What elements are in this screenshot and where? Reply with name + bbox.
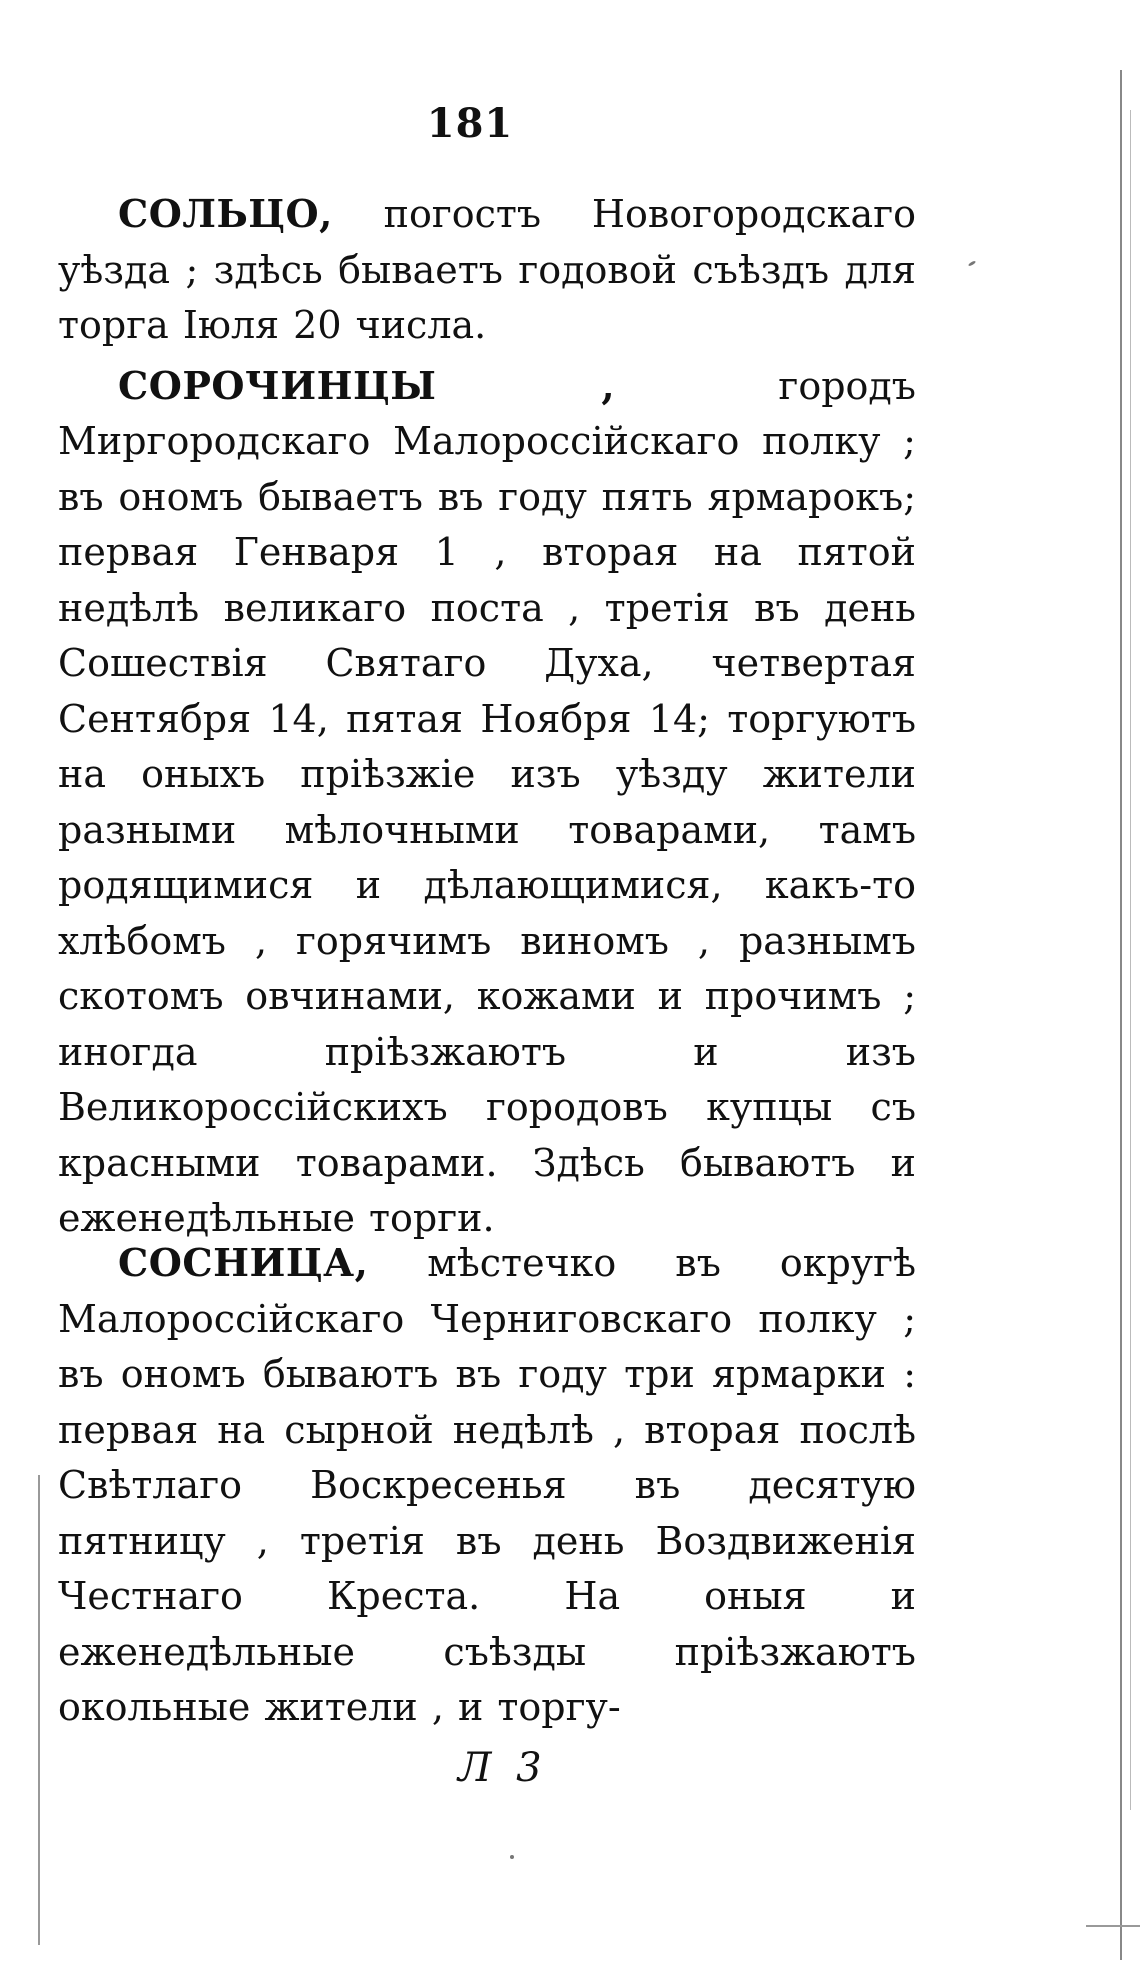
scan-speck [510,1855,514,1859]
entry-heading: СОЛЬЦО, [118,191,333,236]
entry-body: городъ Миргородскаго Малороссійскаго полку ; въ ономъ бываетъ въ году пять ярмарокъ; первая Генваря 1 , вторая на пятой недѣлѣ великаго поста , третія въ день Сошествія Святаго Духа, четвертая Сентября 14, пятая Ноября 14; торгуютъ на оныхъ пріѣзжіе изъ уѣзду жители разными мѣлочными товарами, тамъ родящимися и дѣлающимися, какъ-то хлѣбомъ , горячимъ виномъ , разнымъ скотомъ овчинами, кожами и прочимъ ; иногда пріѣзжаютъ и изъ Великороссійскихъ городовъ купцы съ красными товарами. Здѣсь бываютъ и еженедѣльные торги. [58,363,916,1240]
entry-body: погостъ Новогородскаго уѣзда ; здѣсь бываетъ годовой съѣздъ для торга Іюля 20 числа. [58,192,916,347]
page-number: 181 [426,100,514,147]
scan-speck [968,260,976,267]
text-block-upper [58,186,916,1247]
scan-edge-line [1086,1925,1140,1927]
entry-solttso [58,186,916,354]
scan-edge-line [1120,70,1122,1960]
scan-edge-line [1130,110,1131,1810]
entry-heading: СОРОЧИНЦЫ , [118,362,616,408]
text-block-lower [58,1235,916,1736]
entry-sosnitsa [58,1235,916,1736]
scan-edge-line [38,1475,40,1945]
entry-heading: СОСНИЦА, [118,1240,369,1285]
signature-mark: Л 3 [458,1745,548,1791]
entry-sorochintsy [58,358,916,1247]
entry-body: мѣстечко въ округѣ Малороссійскаго Черниговскаго полку ; въ ономъ бываютъ въ году три ярмарки : первая на сырной недѣлѣ , вторая послѣ Свѣтлаго Воскресенья въ десятую пятницу , третія въ день Воздвиженія Честнаго Креста. На оныя и еженедѣльные съѣзды пріѣзжаютъ окольные жители , и торгу- [58,1241,916,1729]
